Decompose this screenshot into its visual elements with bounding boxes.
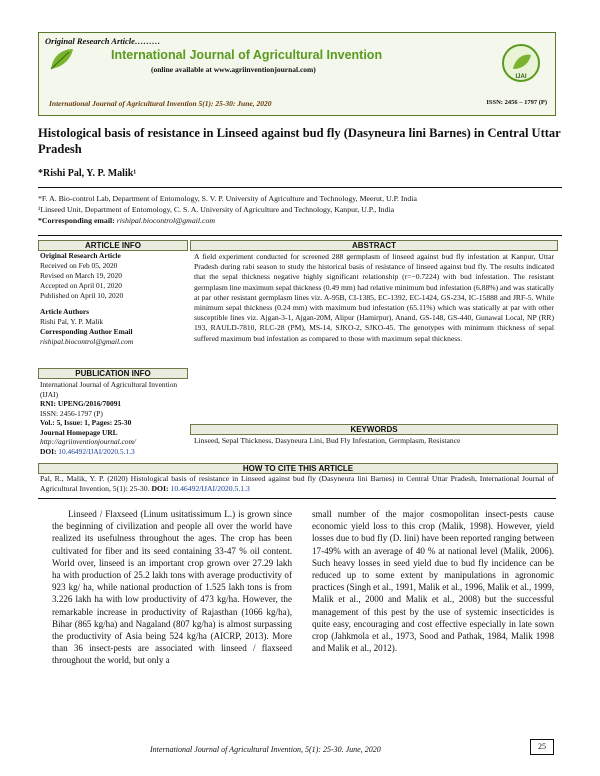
article-title: Histological basis of resistance in Linseed against bud fly (Dasyneura lini Barnes) in Central Uttar Pradesh [38,126,561,156]
publication-info-header: PUBLICATION INFO [38,368,188,379]
issn-number: ISSN: 2456-1797 (P) [40,408,103,418]
page-number: 25 [530,739,554,755]
homepage-url[interactable]: http://agriinventionjournal.com/ [40,437,136,446]
journal-name: International Journal of Agricultural Invention [111,48,383,62]
body-left-column: Linseed / Flaxseed (Linum usitatissimum L.) is grown since the beginning of civilization and people all over the world have realized its usefulness throughout the ages. The crop has been cultivated for fiber and its seed containing 33-47 % oil content. World over, linseed is an important crop grown over 27.29 lakh ha with production of 25.2 lakh tons with average productivity of 923 kg/ ha, while national production of 1.525 lakh tons is from 3.226 lakh ha with low productivity of 473 kg/ha. However, the remarkable increase in productivity of Rajasthan (1066 kg/ha), Bihar (865 kg/ha) and Nagaland (807 kg/ha) is almost surpassing the productivity of Asia being 524 kg/ha (AICRP, 2013). More than 36 insect-pests are associated with linseed / flaxseed throughout the world, but only a [52,509,292,666]
corr-email-label: Corresponding Author Email [40,327,133,336]
corr-email[interactable]: rishipal.biocontrol@gmail.com [40,337,134,346]
article-authors: *Rishi Pal, Y. P. Malik¹ [38,168,137,179]
journal-logo-icon [501,43,541,83]
affiliation-1: *F. A. Bio-control Lab, Department of Entomology, S. V. P. University of Agriculture and Technology, Meerut, U.P. India [38,194,417,203]
article-authors-list: Rishi Pal, Y. P. Malik [40,317,104,326]
cite-doi-link[interactable]: 10.46492/IJAI/2020.5.1.3 [170,484,250,494]
divider [38,498,556,499]
affiliations [38,193,562,226]
doi-label: DOI: [40,446,57,456]
journal-full-name: International Journal of Agricultural Invention (IJAI) [40,380,178,399]
rni-number: RNI: UPENG/2016/70091 [40,399,122,408]
publication-info [40,380,186,456]
cite-block [40,474,554,494]
doi-link[interactable]: 10.46492/IJAI/2020.5.1.3 [58,446,135,456]
cite-text: Pal, R., Malik, Y. P. (2020) Histological basis of resistance in Linseed against bud fly (Dasyneura lini Barnes) in Central Uttar Pradesh, International Journal of Agricultural Invention, 5(1): 25-30. [40,474,554,494]
keywords-header: KEYWORDS [190,424,558,435]
page-footer: International Journal of Agricultural Invention, 5(1): 25-30. June, 2020 [150,745,381,754]
affiliation-2: ¹Linseed Unit, Department of Entomology, C. S. A. University of Agriculture and Technology, Kanpur, U.P., India [38,205,395,214]
cite-header: HOW TO CITE THIS ARTICLE [38,463,558,474]
published-date: Published on April 10, 2020 [40,291,124,300]
revised-date: Revised on March 19, 2020 [40,271,122,280]
cite-doi-label: DOI: [151,484,169,494]
divider [38,235,562,236]
accepted-date: Accepted on April 01, 2020 [40,281,122,290]
authors-label: Article Authors [40,307,90,316]
journal-logo-text: IJAI [515,74,527,80]
corresponding-email-label: *Corresponding email: [38,216,115,225]
abstract-text: A field experiment conducted for screened 288 germplasm of linseed against bud fly infestation at Kanpur, Uttar Pradesh during rabi season to study the historical basis of resistance of linseed against bud fly. The results indicated that the sepal thickness negative highly significant relationship (r=−0.7224) with bud infestation. The resistant germplasm line maximum sepal thickness (0.49 mm) had relative minimum bud infestation (6.88%) and was statically at par other resistant germplasm lines viz. A-95B, CI-1385, EC-1392, EC-1424, GS-234, IC-15888 and JRF-5. While minimum sepal thickness (0.24 mm) with maximum bud infestation (65.11%) which was statically at par with other susceptible lines viz. Ajgan-3-1, Ajgan-20M, Alipur (Hamirpur), Anand, GS-148, GS-440, Gunawal Local, NP (RR) 193, RAULD-7810, RLC-28 (PM), MS-14, SJKO-2, SJKO-45. The genotypes with minimum thickness of sepal suffered maximum bud infestation as compared to those with maximum sepal thickness. [194,252,554,343]
journal-header [38,32,556,116]
abstract-header: ABSTRACT [190,240,558,251]
leaf-icon [49,47,75,71]
journal-online-url[interactable]: (online available at www.agriinventionjournal.com) [151,65,316,74]
corresponding-email[interactable]: rishipal.biocontrol@gmail.com [116,216,215,225]
article-info [40,251,186,347]
journal-citation: International Journal of Agricultural Invention 5(1): 25-30: June, 2020 [49,99,272,108]
divider [38,187,562,188]
journal-issn: ISSN: 2456 – 1797 (P) [486,99,547,106]
received-date: Received on Feb 05, 2020 [40,261,118,270]
volume-issue-pages: Vol.: 5, Issue: 1, Pages: 25-30 [40,418,132,427]
homepage-label: Journal Homepage URL [40,427,118,437]
article-info-header: ARTICLE INFO [38,240,188,251]
article-type-label: Original Research Article……… [45,36,161,46]
corresponding-email-line [38,215,562,226]
article-type: Original Research Article [40,251,121,260]
keywords-text: Linseed, Sepal Thickness, Dasyneura Lini, Bud Fly Infestation, Germplasm, Resistance [194,436,461,445]
body-right-column: small number of the major cosmopolitan insect-pests cause economic yield loss to this crop (Malik, 1998). However, yield losses due to bud fly (D. lini) have been reported ranging between 17-49% with an average of 40 % at national level (Malik, 2006). Such heavy losses in seed yield due to bud fly incidence can be reduced up to some extent by manipulations in agronomic practices (Singh et al., 1991, Malik et al., 1996, Malik et al., 1999, Malik et al., 2000 and Malik et al., 2008) but the successful management of this pest by the use of systemic insecticides is quite easy, encouraging and cost effective especially in late sown crop (Jahkmola et al., 1973, Sood and Pathak, 1984, Malik 1998 and Malik et al., 2012). [312,509,554,654]
